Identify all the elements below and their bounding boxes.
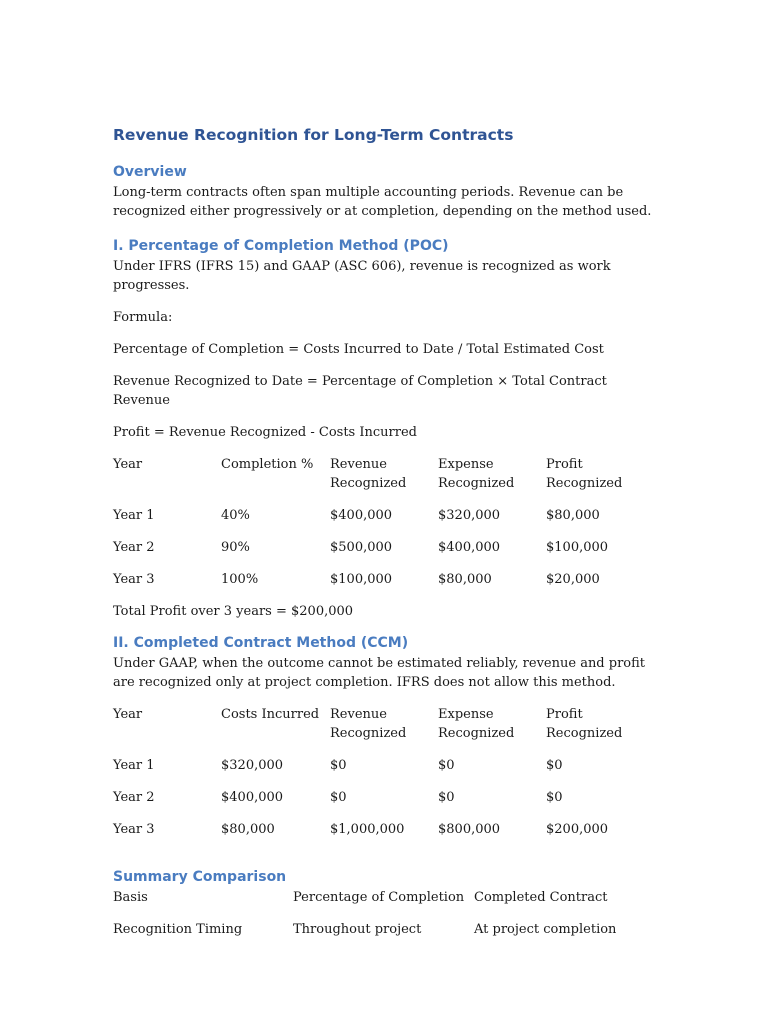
table-cell: At project completion <box>474 922 617 937</box>
table-cell: 40% <box>221 508 250 523</box>
table-cell: $320,000 <box>221 758 284 773</box>
table-header-row <box>113 705 768 743</box>
header-cell: Costs Incurred <box>221 707 320 722</box>
table-cell: $0 <box>438 790 455 805</box>
table-cell: $800,000 <box>438 822 501 837</box>
table-cell: 90% <box>221 540 250 555</box>
ccm-heading: II. Completed Contract Method (CCM) <box>113 635 409 651</box>
header-cell: Expense Recognized <box>438 457 515 491</box>
table-row <box>113 788 768 807</box>
table-cell: Year 3 <box>113 822 155 837</box>
table-row <box>113 506 768 525</box>
ccm-table <box>113 705 768 839</box>
table-cell: $20,000 <box>546 572 600 587</box>
formula-label: Formula: <box>113 310 173 325</box>
table-cell: $0 <box>546 758 563 773</box>
table-cell: Year 3 <box>113 572 155 587</box>
header-cell: Year <box>113 707 143 722</box>
overview-heading: Overview <box>113 164 187 180</box>
table-cell: $320,000 <box>438 508 501 523</box>
poc-table <box>113 455 768 589</box>
poc-total-profit: Total Profit over 3 years = $200,000 <box>113 604 354 619</box>
poc-intro: Under IFRS (IFRS 15) and GAAP (ASC 606), revenue is recognized as work progresses. <box>113 259 611 293</box>
overview-text: Long-term contracts often span multiple accounting periods. Revenue can be recognized either progressively or at completion, depending on the method used. <box>113 185 652 219</box>
table-cell: $1,000,000 <box>330 822 405 837</box>
formula-completion: Percentage of Completion = Costs Incurred to Date / Total Estimated Cost <box>113 342 604 357</box>
table-cell: $200,000 <box>546 822 609 837</box>
table-row <box>113 920 768 939</box>
header-cell: Profit Recognized <box>546 457 623 491</box>
formula-revenue: Revenue Recognized to Date = Percentage of Completion × Total Contract Revenue <box>113 374 607 408</box>
table-cell: $500,000 <box>330 540 393 555</box>
table-cell: $80,000 <box>438 572 492 587</box>
summary-heading: Summary Comparison <box>113 869 287 885</box>
formula-profit: Profit = Revenue Recognized - Costs Incurred <box>113 425 417 440</box>
header-cell: Expense Recognized <box>438 707 515 741</box>
table-cell: $400,000 <box>221 790 284 805</box>
table-cell: $80,000 <box>221 822 275 837</box>
table-row <box>113 538 768 557</box>
table-row <box>113 820 768 839</box>
table-cell: Year 1 <box>113 758 155 773</box>
table-cell: $100,000 <box>546 540 609 555</box>
table-cell: 100% <box>221 572 259 587</box>
table-cell: $0 <box>330 758 347 773</box>
table-row <box>113 570 768 589</box>
table-cell: Throughout project <box>293 922 422 937</box>
table-header-row <box>113 455 768 493</box>
header-cell: Revenue Recognized <box>330 457 407 491</box>
table-cell: $0 <box>438 758 455 773</box>
poc-heading: I. Percentage of Completion Method (POC) <box>113 238 449 254</box>
ccm-intro: Under GAAP, when the outcome cannot be estimated reliably, revenue and profit are recognized only at project completion. IFRS does not allow this method. <box>113 656 646 690</box>
header-cell: Year <box>113 457 143 472</box>
table-cell: $0 <box>546 790 563 805</box>
table-cell: Recognition Timing <box>113 922 243 937</box>
summary-table <box>113 888 768 939</box>
table-cell: Year 1 <box>113 508 155 523</box>
table-row <box>113 888 768 907</box>
table-cell: $400,000 <box>438 540 501 555</box>
document-title: Revenue Recognition for Long-Term Contracts <box>113 126 514 144</box>
table-cell: Year 2 <box>113 540 155 555</box>
table-cell: Completed Contract <box>474 890 608 905</box>
header-cell: Profit Recognized <box>546 707 623 741</box>
table-cell: Percentage of Completion <box>293 890 465 905</box>
header-cell: Completion % <box>221 457 314 472</box>
table-cell: $400,000 <box>330 508 393 523</box>
header-cell: Revenue Recognized <box>330 707 407 741</box>
table-cell: $0 <box>330 790 347 805</box>
table-cell: $100,000 <box>330 572 393 587</box>
table-cell: $80,000 <box>546 508 600 523</box>
table-cell: Basis <box>113 890 148 905</box>
table-cell: Year 2 <box>113 790 155 805</box>
table-row <box>113 756 768 775</box>
